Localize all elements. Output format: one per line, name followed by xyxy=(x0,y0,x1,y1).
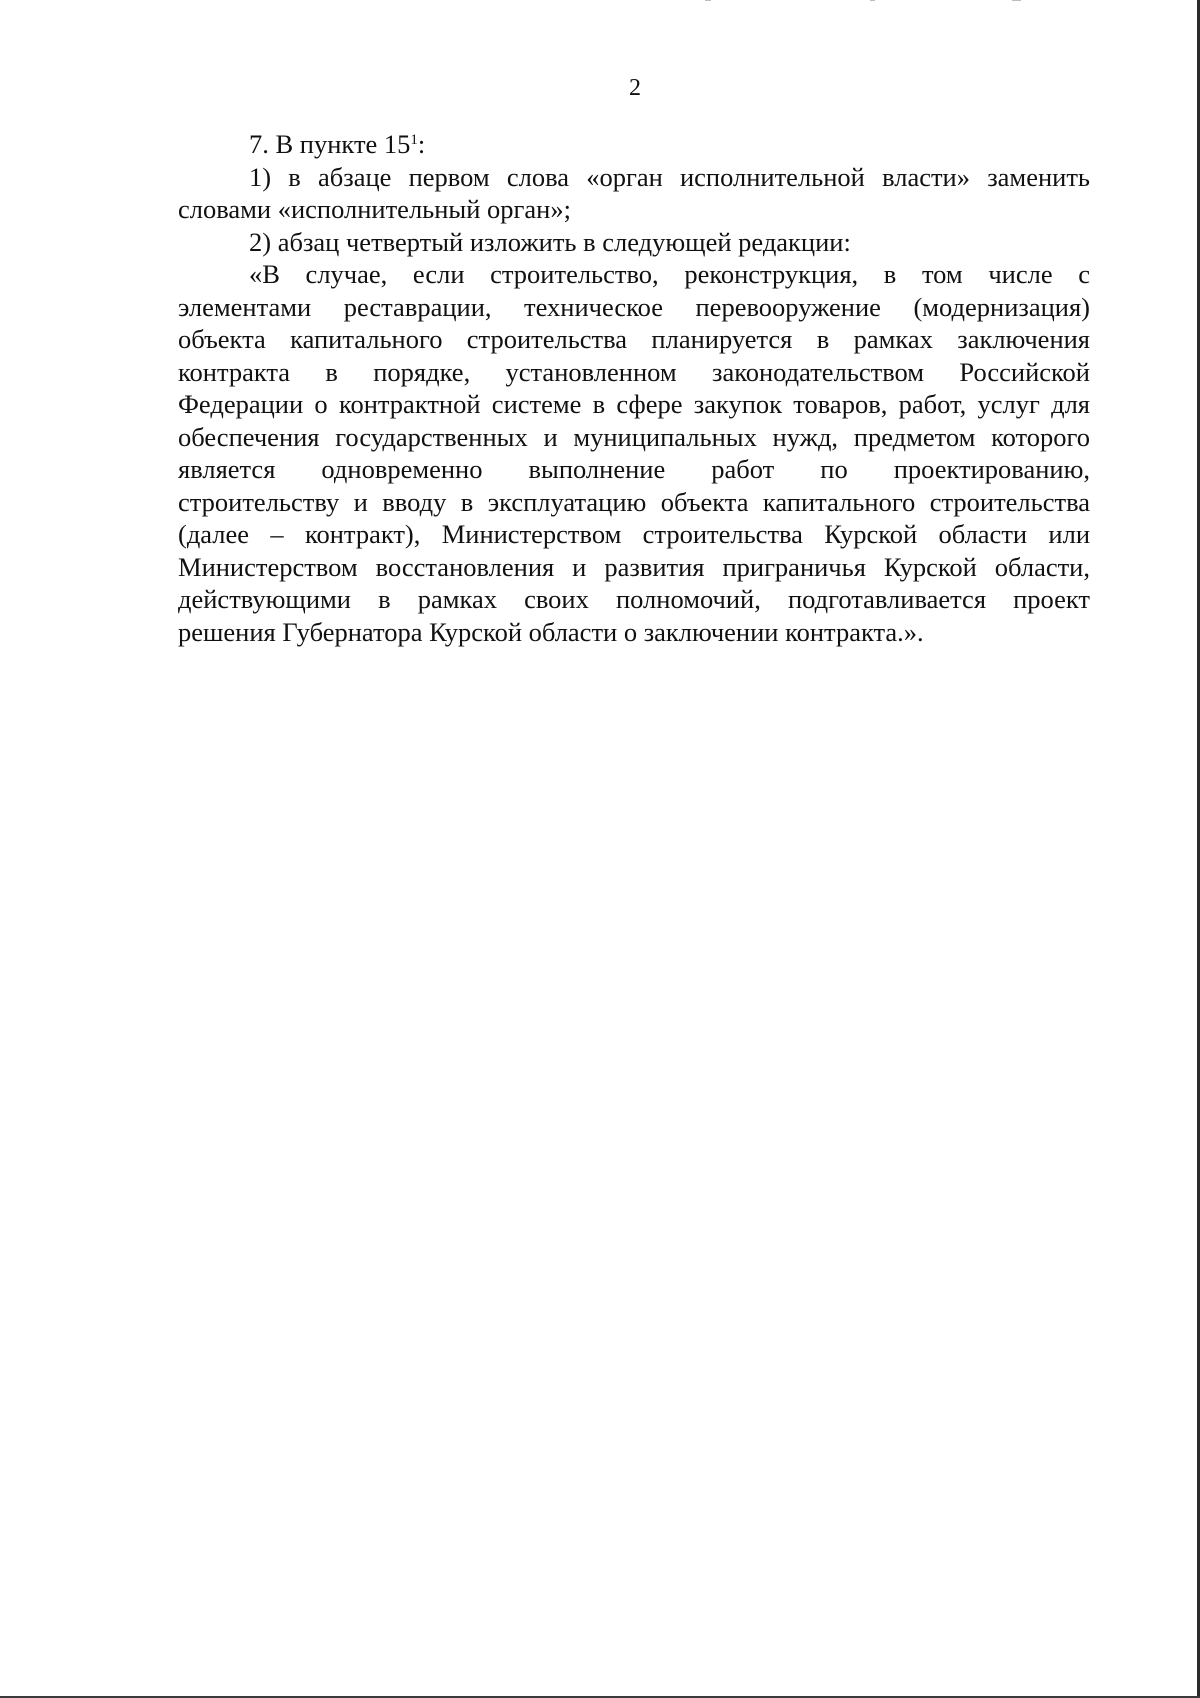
paragraph-line: словами «исполнительный орган»; xyxy=(178,194,571,224)
item-heading-suffix: : xyxy=(417,129,426,159)
paragraph-line: обеспечения государственных и муниципальных нужд, предметом которого xyxy=(178,421,1090,452)
page-number: 2 xyxy=(629,75,641,101)
scan-speck xyxy=(1012,0,1021,1)
paragraph-line: решения Губернатора Курской области о заключении контракта.». xyxy=(178,616,924,647)
paragraph-line: контракта в порядке, установленном законодательством Российской xyxy=(178,356,1090,387)
paragraph-line: объекта капитального строительства планируется в рамках заключения xyxy=(178,324,1090,354)
scan-speck xyxy=(870,0,875,1)
paragraph-line: (далее – контракт), Министерством строительства Курской области или xyxy=(178,519,1090,549)
paragraph-line: строительству и вводу в эксплуатацию объекта капитального строительства xyxy=(178,486,1090,517)
paragraph-line: 2) абзац четвертый изложить в следующей редакции: xyxy=(249,226,851,257)
scan-speck xyxy=(705,0,711,1)
item-heading-prefix: 7. В пункте 15 xyxy=(249,129,411,159)
paragraph-line: 1) в абзаце первом слова «орган исполнительной власти» заменить xyxy=(249,161,1090,192)
item-heading xyxy=(178,128,1090,161)
paragraph-line: Министерством восстановления и развития приграничья Курской области, xyxy=(178,551,1090,582)
paragraph-line: элементами реставрации, техническое перевооружение (модернизация) xyxy=(178,291,1090,322)
paragraph-line: «В случае, если строительство, реконструкция, в том числе с xyxy=(249,259,1090,289)
document-body xyxy=(178,128,1090,648)
paragraph-line: является одновременно выполнение работ по проектированию, xyxy=(178,454,1090,484)
paragraph-line: Федерации о контрактной системе в сфере закупок товаров, работ, услуг для xyxy=(178,389,1090,419)
item-heading-superscript: 1 xyxy=(410,132,418,148)
paragraph-line: действующими в рамках своих полномочий, подготавливается проект xyxy=(178,584,1090,614)
